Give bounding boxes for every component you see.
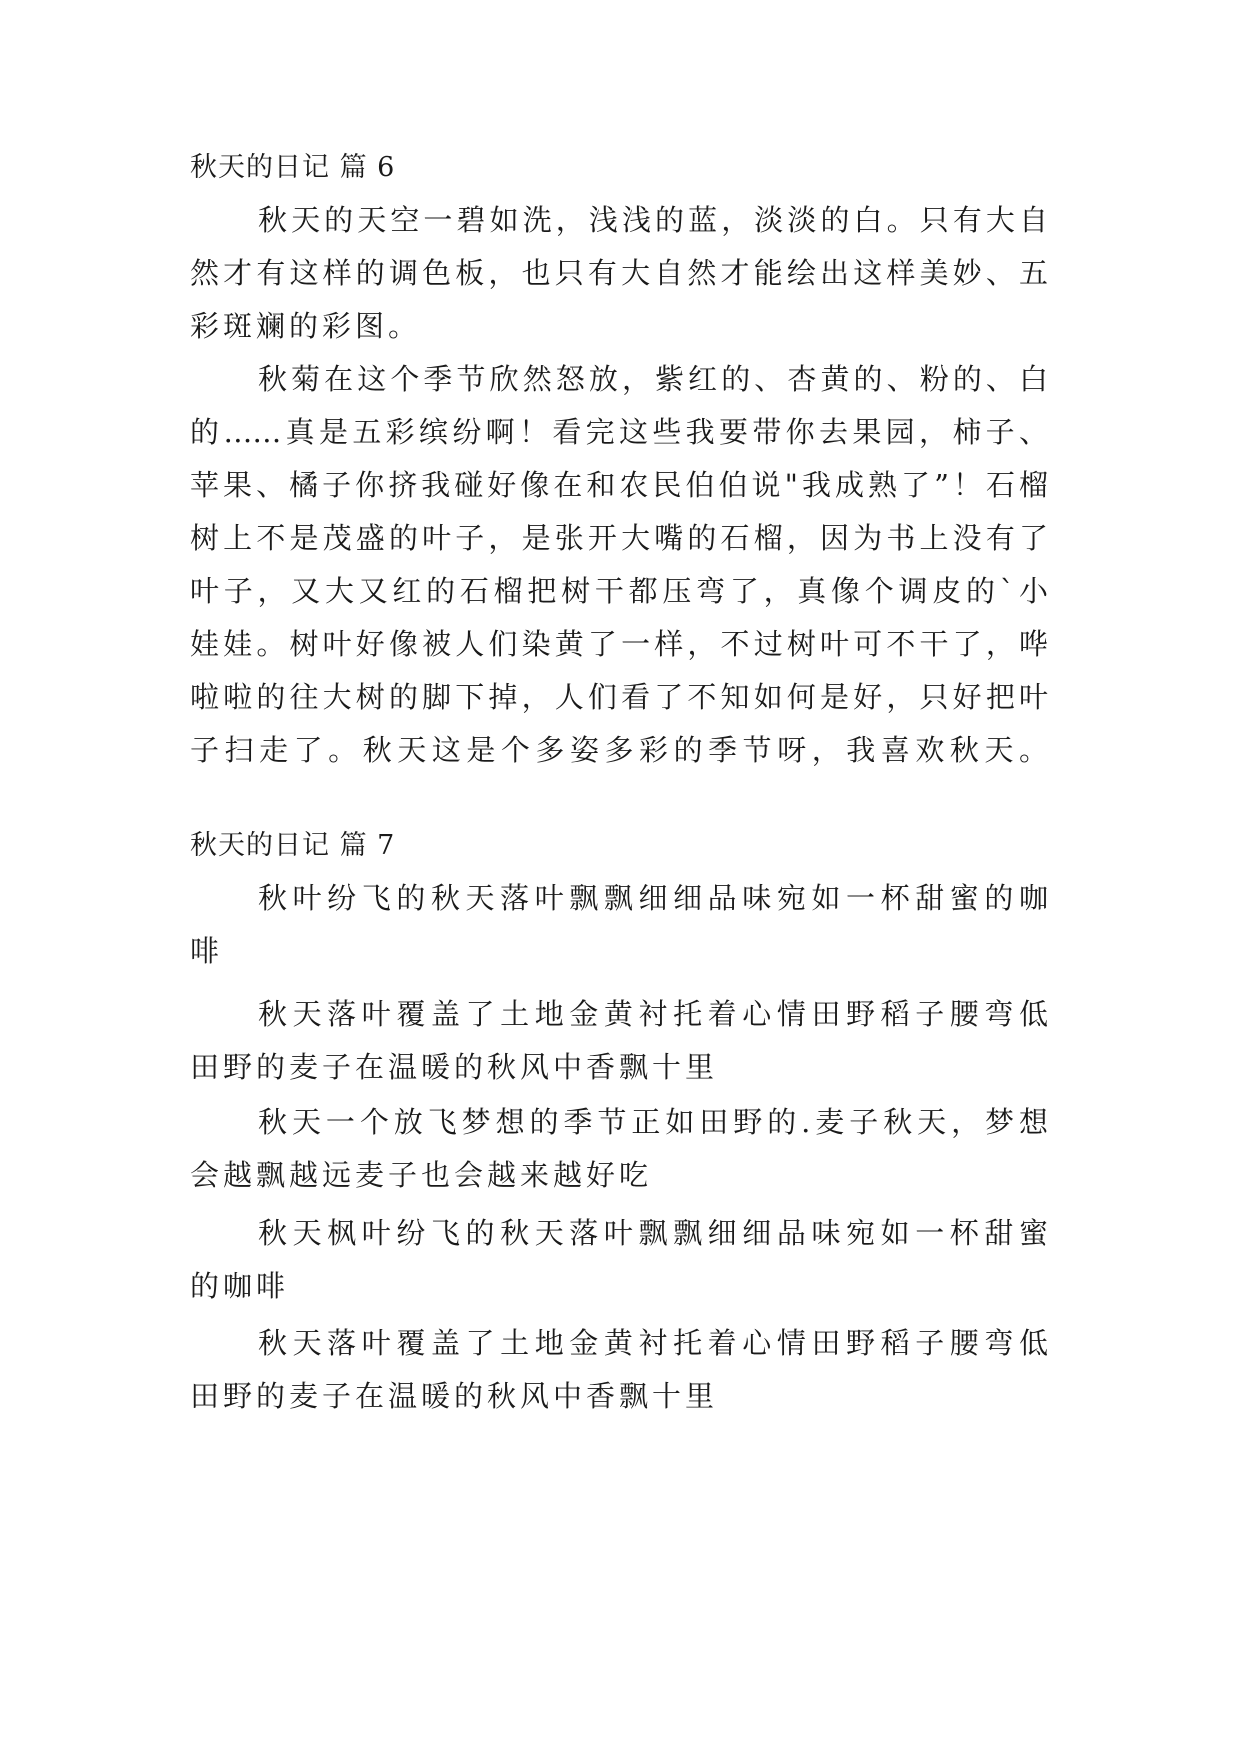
- paragraph-line: 秋天落叶覆盖了土地金黄衬托着心情田野稻子腰弯低: [258, 1326, 1048, 1360]
- paragraph-line: 田野的麦子在温暖的秋风中香飘十里: [190, 1379, 719, 1413]
- paragraph-line: 秋天落叶覆盖了土地金黄衬托着心情田野稻子腰弯低: [258, 997, 1048, 1031]
- paragraph-line: 会越飘越远麦子也会越来越好吃: [190, 1158, 653, 1192]
- paragraph-line: 叶子，又大又红的石榴把树干都压弯了，真像个调皮的`小: [190, 574, 1048, 608]
- paragraph-line: 树上不是茂盛的叶子，是张开大嘴的石榴，因为书上没有了: [190, 521, 1048, 555]
- paragraph-line: 的……真是五彩缤纷啊！看完这些我要带你去果园，柿子、: [190, 415, 1048, 449]
- paragraph-line: 秋菊在这个季节欣然怒放，紫红的、杏黄的、粉的、白: [258, 362, 1048, 396]
- section-title-7: 秋天的日记 篇 7: [190, 830, 396, 861]
- section-title-6: 秋天的日记 篇 6: [190, 152, 396, 183]
- paragraph-line: 秋叶纷飞的秋天落叶飘飘细细品味宛如一杯甜蜜的咖: [258, 881, 1048, 915]
- paragraph-line: 啡: [190, 934, 224, 968]
- paragraph-line: 彩斑斓的彩图。: [190, 309, 422, 343]
- paragraph-line: 苹果、橘子你挤我碰好像在和农民伯伯说"我成熟了”！石榴: [190, 468, 1048, 502]
- paragraph-line: 的咖啡: [190, 1269, 290, 1303]
- paragraph-line: 秋天枫叶纷飞的秋天落叶飘飘细细品味宛如一杯甜蜜: [258, 1216, 1048, 1250]
- paragraph-line: 然才有这样的调色板，也只有大自然才能绘出这样美妙、五: [190, 256, 1048, 290]
- paragraph-line: 娃娃。树叶好像被人们染黄了一样，不过树叶可不干了，哗: [190, 627, 1048, 661]
- paragraph-line: 啦啦的往大树的脚下掉，人们看了不知如何是好，只好把叶: [190, 680, 1048, 714]
- paragraph-line: 秋天一个放飞梦想的季节正如田野的.麦子秋天，梦想: [258, 1105, 1048, 1139]
- paragraph-line: 秋天的天空一碧如洗，浅浅的蓝，淡淡的白。只有大自: [258, 203, 1048, 237]
- paragraph-line: 田野的麦子在温暖的秋风中香飘十里: [190, 1050, 719, 1084]
- paragraph-line: 子扫走了。秋天这是个多姿多彩的季节呀，我喜欢秋天。: [190, 733, 1048, 767]
